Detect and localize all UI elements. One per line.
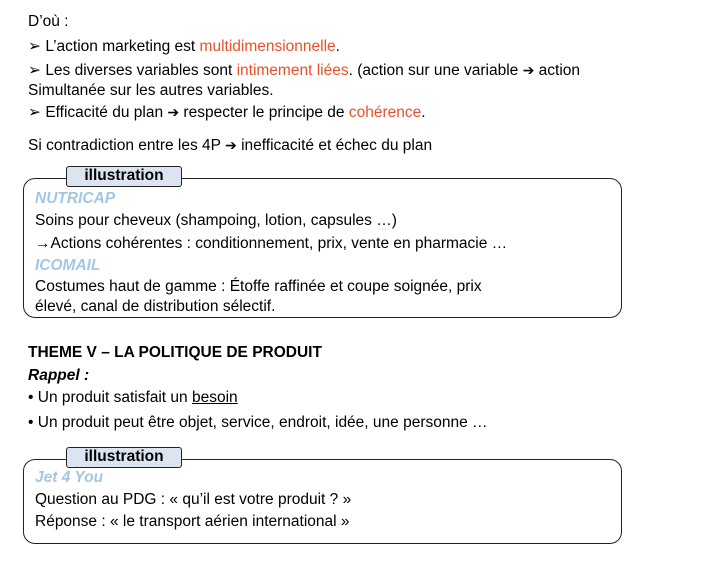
highlight-text: multidimensionnelle: [199, 38, 336, 55]
contradiction-line: Si contradiction entre les 4P ➔ inefficacité et échec du plan: [28, 137, 433, 154]
right-arrow-icon: ➔: [522, 62, 535, 78]
nutricap-description: Soins pour cheveux (shampoing, lotion, capsules …): [35, 212, 397, 229]
highlight-text: cohérence: [348, 104, 422, 121]
highlight-text: intimement liées: [236, 62, 349, 79]
illustration-tag: illustration: [66, 447, 182, 468]
bullet-dot-icon: •: [28, 389, 34, 406]
nutricap-actions: →Actions cohérentes : conditionnement, prix, vente en pharmacie …: [35, 235, 508, 252]
right-arrow-icon: ➔: [167, 104, 180, 120]
underlined-word: besoin: [191, 389, 238, 406]
list-item: • Un produit satisfait un besoin: [28, 389, 238, 406]
list-item: • Un produit peut être objet, service, endroit, idée, une personne …: [28, 414, 488, 431]
bullet-dot-icon: •: [28, 414, 34, 431]
bullet-variables: ➢ Les diverses variables sont intimement liées. (action sur une variable ➔ action: [28, 62, 581, 79]
brand-icomail: ICOMAIL: [35, 257, 101, 274]
brand-jet4you: Jet 4 You: [35, 469, 104, 486]
question-line: Question au PDG : « qu’il est votre produit ? »: [35, 491, 352, 508]
rappel-heading: Rappel :: [28, 367, 90, 384]
section-title: THEME V – LA POLITIQUE DE PRODUIT: [28, 344, 322, 361]
bullet-multidimensional: ➢ L’action marketing est multidimensionnelle.: [28, 38, 340, 55]
right-arrow-icon: ➔: [225, 137, 237, 153]
icomail-description-2: élevé, canal de distribution sélectif.: [35, 298, 276, 315]
answer-line: Réponse : « le transport aérien international »: [35, 513, 350, 530]
bullet-variables-cont: Simultanée sur les autres variables.: [28, 82, 274, 99]
right-arrow-icon: →: [35, 235, 51, 252]
illustration-tag: illustration: [66, 166, 182, 187]
bullet-arrow-icon: ➢: [28, 38, 41, 55]
brand-nutricap: NUTRICAP: [35, 190, 116, 207]
bullet-arrow-icon: ➢: [28, 62, 41, 79]
bullet-coherence: ➢ Efficacité du plan ➔ respecter le principe de cohérence.: [28, 104, 426, 121]
bullet-arrow-icon: ➢: [28, 104, 41, 121]
intro-heading: D’où :: [28, 13, 69, 30]
icomail-description-1: Costumes haut de gamme : Étoffe raffinée et coupe soignée, prix: [35, 278, 482, 295]
